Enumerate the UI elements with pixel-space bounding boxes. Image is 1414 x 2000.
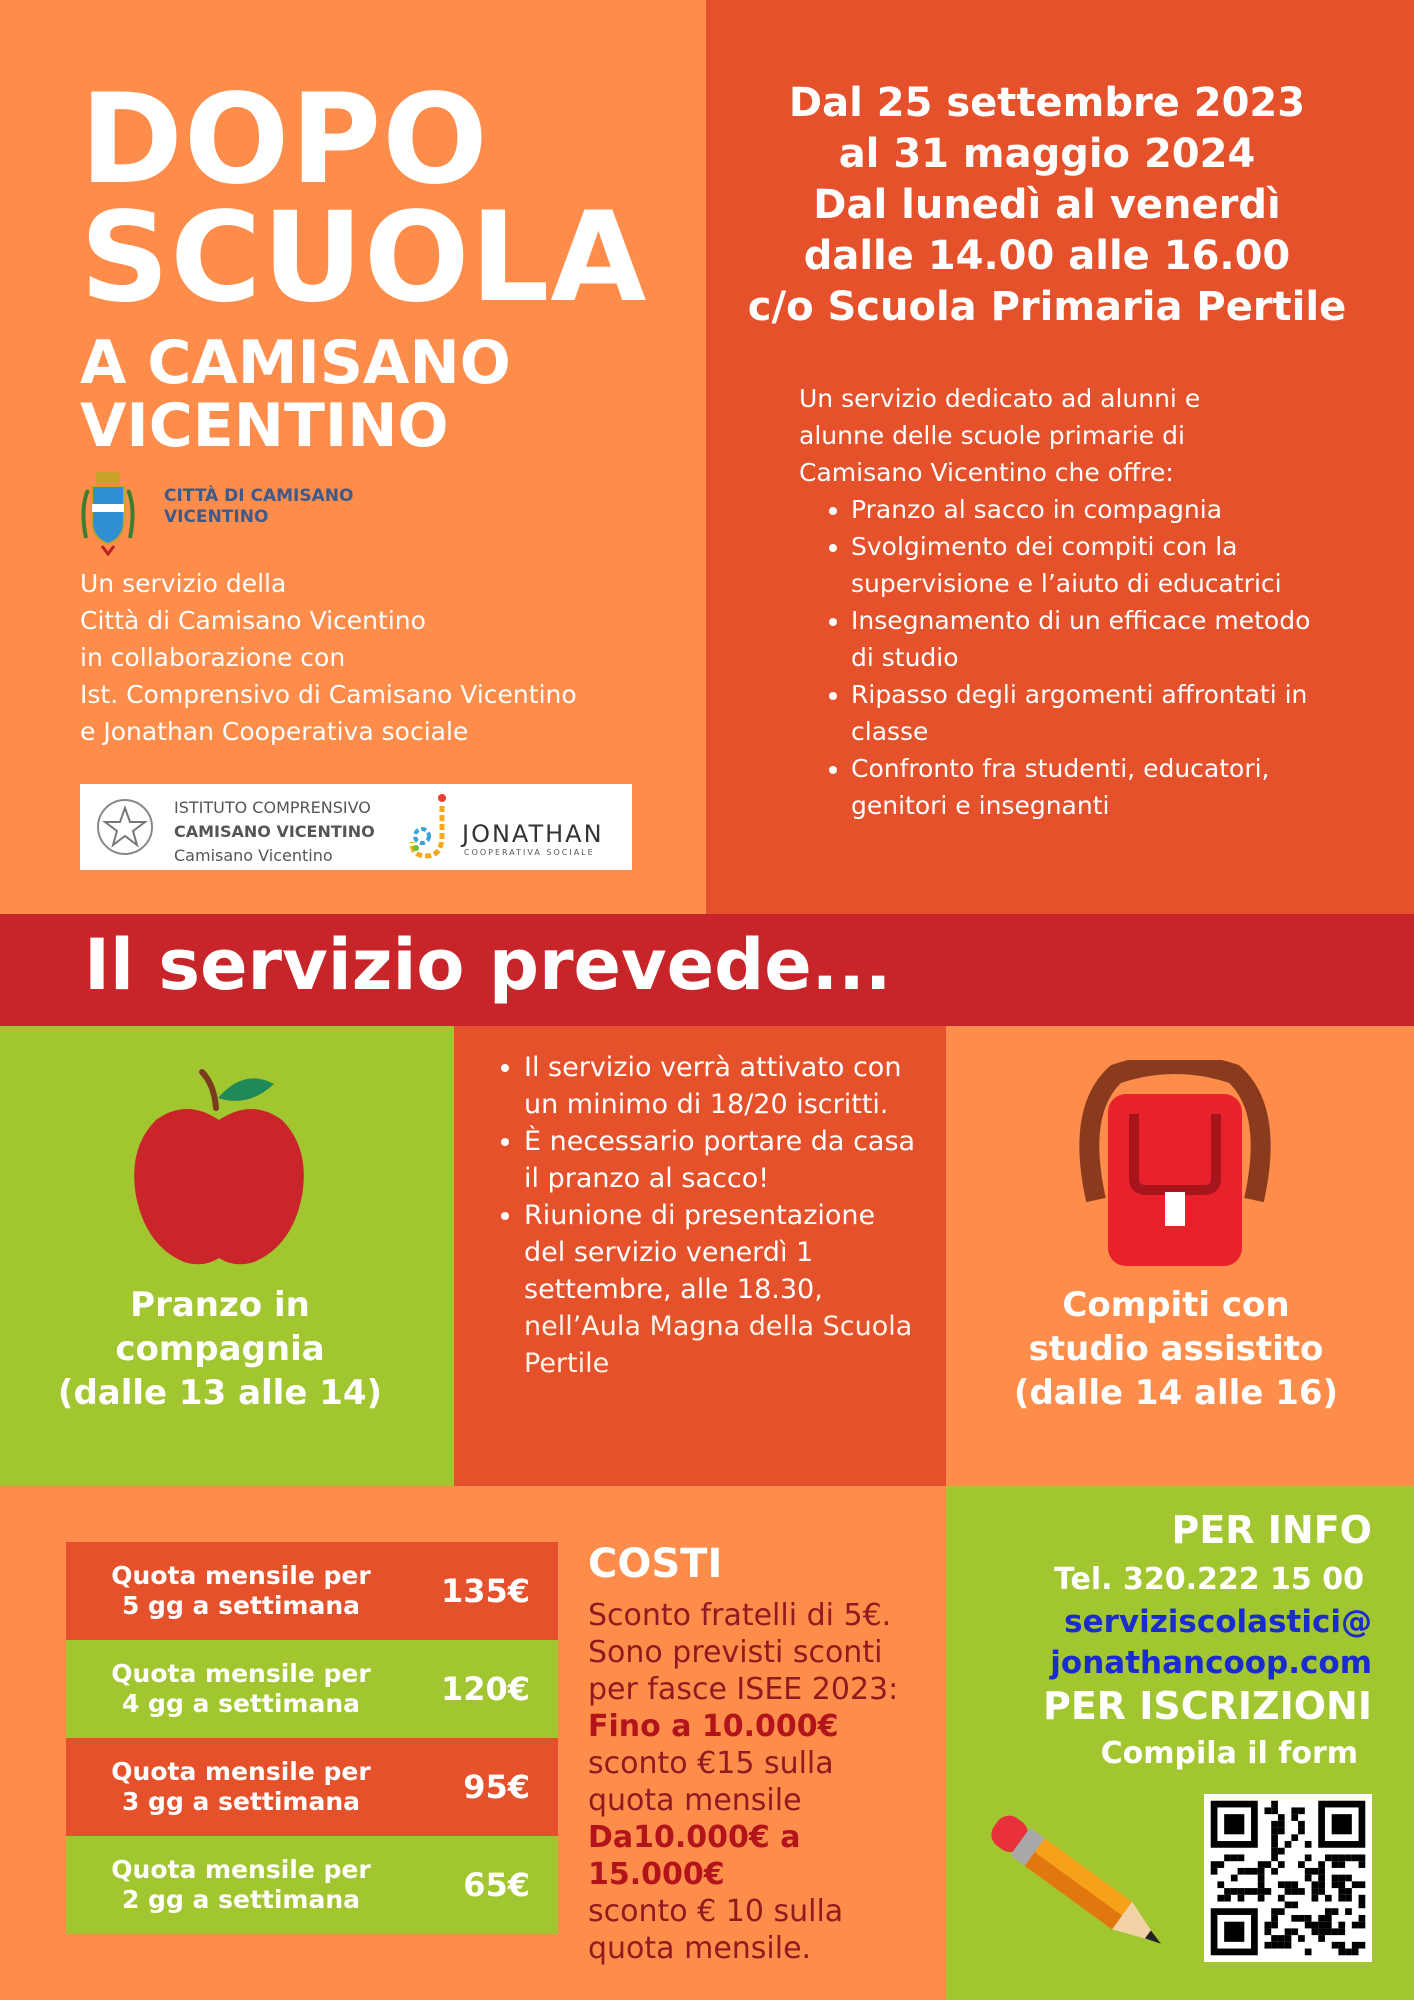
email-link-line2[interactable]: jonathancoop.com: [1050, 1645, 1372, 1681]
price-label-line1: Quota mensile per: [111, 1561, 371, 1590]
school-logo-line2: CAMISANO VICENTINO: [174, 822, 375, 841]
meeting-note-comma: ,: [814, 1274, 823, 1305]
schedule-line: Dal lunedì al venerdì: [813, 182, 1281, 228]
price-value: 120€: [440, 1670, 530, 1708]
city-logo: [80, 468, 370, 558]
costs-line: sconto € 10 sulla: [588, 1894, 844, 1929]
phone-number[interactable]: Tel. 320.222 15 00: [1054, 1562, 1364, 1597]
note-item: [524, 1197, 918, 1382]
costs-band: [588, 1708, 928, 1745]
notes-list: [468, 1049, 918, 1382]
meeting-note: Riunione di presentazione del servizio venerdì 1 settembre, alle 18.30: [524, 1200, 876, 1305]
intro-line: e Jonathan Cooperativa sociale: [80, 717, 469, 746]
costs-band-title: Fino a 10.000€: [588, 1709, 839, 1744]
service-list: [799, 491, 1319, 824]
costs-line: sconto €15 sulla: [588, 1746, 834, 1781]
price-label-line2: 5 gg a settimana: [121, 1591, 361, 1620]
homework-caption-line1: Compiti con: [1062, 1285, 1290, 1325]
price-row: [66, 1640, 558, 1738]
enroll-title: PER ISCRIZIONI: [1042, 1684, 1372, 1728]
schedule-line: dalle 14.00 alle 16.00: [803, 233, 1291, 279]
jonathan-logo-text: JONATHAN: [462, 820, 604, 848]
lunch-caption-line3: (dalle 13 alle 14): [57, 1373, 383, 1413]
banner-title: Il servizio prevede...: [84, 924, 892, 1006]
price-label-line2: 3 gg a settimana: [121, 1787, 361, 1816]
homework-caption: [976, 1283, 1376, 1415]
meeting-location: nell’Aula Magna della Scuola Pertile: [524, 1311, 913, 1379]
service-intro-line: Un servizio dedicato ad alunni e: [799, 384, 1201, 413]
apple-icon: [126, 1064, 312, 1270]
page-title-line1: DOPO: [80, 68, 489, 212]
schedule-line: c/o Scuola Primaria Pertile: [747, 284, 1347, 330]
price-label-line1: Quota mensile per: [111, 1855, 371, 1884]
costs-line: quota mensile: [588, 1783, 802, 1818]
school-emblem-icon: [94, 796, 156, 858]
enroll-text: Compila il form: [1100, 1736, 1358, 1771]
service-item: • Insegnamento di un efficace metodo di studio: [851, 602, 1319, 676]
lunch-caption-line2: compagnia: [115, 1329, 325, 1369]
price-label: [76, 1640, 406, 1738]
school-logo-text: [174, 796, 375, 868]
service-item: • Ripasso degli argomenti affrontati in classe: [851, 676, 1319, 750]
notes-list-wrap: [468, 1049, 918, 1382]
price-value: 135€: [440, 1572, 530, 1610]
service-item: • Pranzo al sacco in compagnia: [851, 491, 1319, 528]
apple-illustration: [126, 1064, 312, 1270]
note-item: • È necessario portare da casa il pranzo al sacco!: [524, 1123, 918, 1197]
service-item: • Svolgimento dei compiti con la supervisione e l’aiuto di educatrici: [851, 528, 1319, 602]
intro-line: Un servizio della: [80, 569, 287, 598]
price-row: [66, 1738, 558, 1836]
costs-line: Sono previsti sconti: [588, 1635, 883, 1670]
price-label: [76, 1542, 406, 1640]
backpack-icon: [1076, 1060, 1274, 1270]
pencil-icon: [980, 1800, 1180, 1970]
page-subtitle-line1: A CAMISANO: [80, 328, 511, 398]
intro-line: in collaborazione con: [80, 643, 346, 672]
lunch-caption-line1: Pranzo in: [130, 1285, 310, 1325]
city-crest-icon: [80, 468, 136, 558]
price-row: [66, 1836, 558, 1934]
costs-line: per fasce ISEE 2023:: [588, 1672, 899, 1707]
price-label: [76, 1738, 406, 1836]
partner-logos: [80, 784, 632, 870]
price-label-line1: Quota mensile per: [111, 1757, 371, 1786]
page-subtitle-line2: VICENTINO: [80, 391, 449, 461]
homework-caption-line3: (dalle 14 alle 16): [1013, 1373, 1339, 1413]
qr-code-icon: [1204, 1794, 1372, 1962]
city-logo-line2: VICENTINO: [164, 507, 269, 528]
page-title-line2: SCUOLA: [80, 186, 648, 330]
price-label-line1: Quota mensile per: [111, 1659, 371, 1688]
service-item: • Confronto fra studenti, educatori, genitori e insegnanti: [851, 750, 1319, 824]
schedule-line: Dal 25 settembre 2023: [788, 80, 1306, 126]
note-item: • Il servizio verrà attivato con un minimo di 18/20 iscritti.: [524, 1049, 918, 1123]
info-title: PER INFO: [1171, 1508, 1372, 1552]
service-intro-line: alunne delle scuole primarie di: [799, 421, 1185, 450]
price-value: 65€: [463, 1866, 530, 1904]
costs-title: COSTI: [588, 1541, 723, 1587]
costs-band-title: Da10.000€ a 15.000€: [588, 1820, 801, 1892]
intro-text: [80, 565, 680, 750]
homework-caption-line2: studio assistito: [1028, 1329, 1324, 1369]
price-value: 95€: [463, 1768, 530, 1806]
service-intro-line: Camisano Vicentino che offre:: [799, 458, 1174, 487]
city-logo-line1: CITTÀ DI CAMISANO: [164, 486, 354, 506]
school-logo-line1: ISTITUTO COMPRENSIVO: [174, 798, 371, 817]
price-label: [76, 1836, 406, 1934]
jonathan-logo-subtext: COOPERATIVA SOCIALE: [464, 848, 595, 857]
lunch-caption: [20, 1283, 420, 1415]
service-description: [799, 380, 1319, 824]
price-label-line2: 2 gg a settimana: [121, 1885, 361, 1914]
price-row: [66, 1542, 558, 1640]
costs-line: quota mensile.: [588, 1931, 812, 1966]
costs-line: Sconto fratelli di 5€.: [588, 1598, 892, 1633]
schedule-line: al 31 maggio 2024: [838, 131, 1256, 177]
intro-line: Ist. Comprensivo di Camisano Vicentino: [80, 680, 577, 709]
qr-code[interactable]: [1204, 1794, 1372, 1962]
email-link-line1[interactable]: serviziscolastici@: [1064, 1604, 1372, 1640]
intro-line: Città di Camisano Vicentino: [80, 606, 426, 635]
schedule-block: [706, 78, 1388, 333]
price-label-line2: 4 gg a settimana: [121, 1689, 361, 1718]
costs-band: [588, 1819, 928, 1893]
jonathan-logo-icon: [402, 792, 460, 864]
backpack-illustration: [1076, 1060, 1274, 1270]
costs-text: [588, 1597, 928, 1967]
school-logo-line3: Camisano Vicentino: [174, 846, 333, 865]
